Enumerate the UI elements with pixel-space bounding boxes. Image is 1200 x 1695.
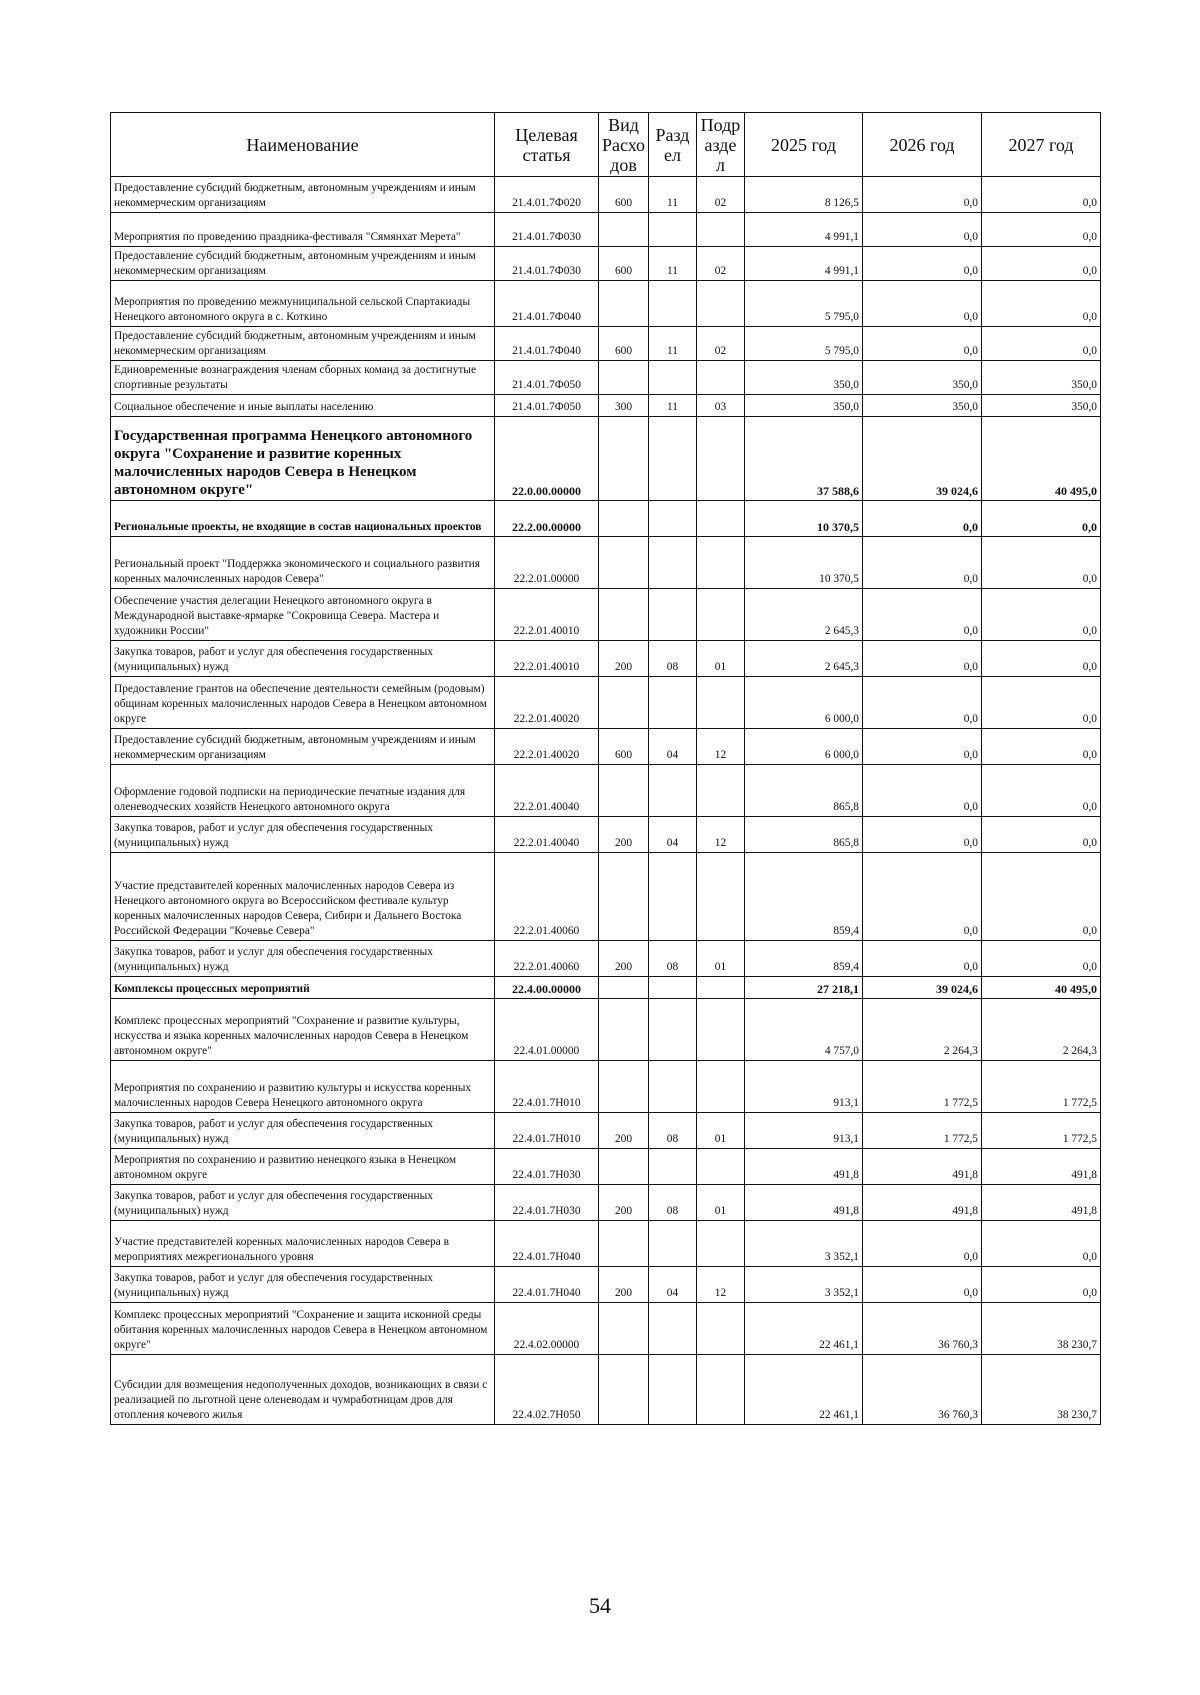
row-section [649,537,697,589]
row-name: Закупка товаров, работ и услуг для обеспечения государственных (муниципальных) нужд [111,1113,495,1149]
row-value-2025: 4 991,1 [745,247,863,281]
row-section [649,501,697,537]
row-subsection: 01 [697,1185,745,1221]
row-value-2027: 38 230,7 [982,1355,1101,1425]
row-target: 21.4.01.7Ф050 [495,395,599,417]
row-subsection: 02 [697,247,745,281]
row-type [599,417,649,501]
row-section [649,1221,697,1267]
row-value-2027: 1 772,5 [982,1113,1101,1149]
row-target: 22.2.01.00000 [495,537,599,589]
row-target: 22.2.01.40060 [495,941,599,977]
row-value-2026: 0,0 [863,501,982,537]
row-target: 22.4.01.7Н040 [495,1267,599,1303]
row-subsection: 01 [697,941,745,977]
row-value-2025: 3 352,1 [745,1267,863,1303]
table-row [111,1355,1101,1425]
row-value-2027: 491,8 [982,1185,1101,1221]
table-row [111,501,1101,537]
row-section [649,1355,697,1425]
row-subsection [697,1303,745,1355]
row-value-2026: 1 772,5 [863,1061,982,1113]
row-subsection [697,977,745,999]
row-name: Комплекс процессных мероприятий "Сохранение и защита исконной среды обитания коренных малочисленных народов Севера в Ненецком автономном округе" [111,1303,495,1355]
row-value-2026: 491,8 [863,1149,982,1185]
row-type [599,1149,649,1185]
row-section [649,281,697,327]
row-type: 600 [599,177,649,213]
row-section [649,589,697,641]
row-name: Предоставление грантов на обеспечение деятельности семейным (родовым) общинам коренных малочисленных народов Севера в Ненецком автономном округе [111,677,495,729]
row-value-2027: 0,0 [982,677,1101,729]
row-section: 08 [649,1185,697,1221]
table-row [111,247,1101,281]
row-value-2025: 2 645,3 [745,589,863,641]
row-section: 04 [649,729,697,765]
row-target: 21.4.01.7Ф030 [495,213,599,247]
row-target: 21.4.01.7Ф040 [495,281,599,327]
row-name: Закупка товаров, работ и услуг для обеспечения государственных (муниципальных) нужд [111,1185,495,1221]
row-value-2026: 350,0 [863,361,982,395]
row-subsection: 02 [697,327,745,361]
row-value-2027: 0,0 [982,589,1101,641]
table-row [111,327,1101,361]
row-name: Оформление годовой подписки на периодические печатные издания для оленеводческих хозяйств Ненецкого автономного округа [111,765,495,817]
row-type: 300 [599,395,649,417]
row-type [599,213,649,247]
row-section: 08 [649,641,697,677]
row-subsection [697,501,745,537]
row-value-2027: 0,0 [982,537,1101,589]
table-row [111,765,1101,817]
table-row [111,177,1101,213]
row-target: 22.4.01.7Н010 [495,1061,599,1113]
row-target: 21.4.01.7Ф020 [495,177,599,213]
table-row [111,1061,1101,1113]
row-target: 22.4.00.00000 [495,977,599,999]
row-subsection [697,589,745,641]
table-row [111,213,1101,247]
row-section: 04 [649,1267,697,1303]
row-subsection [697,361,745,395]
row-section: 11 [649,177,697,213]
row-target: 22.4.01.7Н010 [495,1113,599,1149]
table-row [111,1221,1101,1267]
row-value-2026: 36 760,3 [863,1355,982,1425]
row-name: Мероприятия по сохранению и развитию ненецкого языка в Ненецком автономном округе [111,1149,495,1185]
row-name: Региональные проекты, не входящие в состав национальных проектов [111,501,495,537]
col-header-subsection: Подр азде л [697,113,745,177]
row-value-2025: 22 461,1 [745,1355,863,1425]
row-value-2026: 0,0 [863,817,982,853]
row-subsection [697,677,745,729]
row-value-2026: 0,0 [863,853,982,941]
row-value-2027: 0,0 [982,941,1101,977]
row-value-2025: 5 795,0 [745,327,863,361]
row-section [649,977,697,999]
table-row [111,999,1101,1061]
row-name: Закупка товаров, работ и услуг для обеспечения государственных (муниципальных) нужд [111,941,495,977]
row-section [649,1149,697,1185]
row-type: 200 [599,1267,649,1303]
row-subsection [697,765,745,817]
table-row [111,1185,1101,1221]
col-header-2025: 2025 год [745,113,863,177]
row-value-2025: 8 126,5 [745,177,863,213]
row-name: Комплексы процессных мероприятий [111,977,495,999]
row-value-2025: 10 370,5 [745,537,863,589]
table-row [111,417,1101,501]
col-header-name: Наименование [111,113,495,177]
row-value-2027: 0,0 [982,501,1101,537]
row-name: Единовременные вознаграждения членам сборных команд за достигнутые спортивные результаты [111,361,495,395]
row-type [599,1061,649,1113]
row-value-2027: 491,8 [982,1149,1101,1185]
row-type: 200 [599,817,649,853]
row-section [649,1061,697,1113]
table-row [111,361,1101,395]
row-value-2025: 4 757,0 [745,999,863,1061]
row-type [599,501,649,537]
row-value-2027: 0,0 [982,1221,1101,1267]
table-row [111,1113,1101,1149]
row-value-2025: 10 370,5 [745,501,863,537]
row-type [599,1303,649,1355]
row-type [599,537,649,589]
row-type [599,765,649,817]
row-target: 22.2.01.40040 [495,765,599,817]
row-value-2025: 22 461,1 [745,1303,863,1355]
row-type [599,677,649,729]
row-value-2026: 0,0 [863,677,982,729]
row-value-2026: 0,0 [863,213,982,247]
row-section [649,677,697,729]
row-subsection: 01 [697,1113,745,1149]
table-row [111,1267,1101,1303]
row-value-2026: 0,0 [863,589,982,641]
row-value-2025: 37 588,6 [745,417,863,501]
row-target: 22.4.02.00000 [495,1303,599,1355]
row-subsection: 12 [697,817,745,853]
row-value-2027: 0,0 [982,817,1101,853]
row-section [649,853,697,941]
row-target: 22.2.01.40020 [495,677,599,729]
row-value-2025: 859,4 [745,853,863,941]
row-target: 22.4.01.00000 [495,999,599,1061]
table-row [111,977,1101,999]
table-body [111,177,1101,1425]
row-subsection [697,537,745,589]
row-subsection [697,213,745,247]
row-section: 11 [649,395,697,417]
row-value-2027: 0,0 [982,247,1101,281]
row-value-2025: 6 000,0 [745,677,863,729]
row-target: 22.4.01.7Н030 [495,1185,599,1221]
table-row [111,589,1101,641]
row-name: Обеспечение участия делегации Ненецкого автономного округа в Международной выставке-ярмарке "Сокровища Севера. Мастера и художники России" [111,589,495,641]
row-value-2027: 40 495,0 [982,417,1101,501]
row-section [649,417,697,501]
row-value-2026: 0,0 [863,941,982,977]
row-subsection [697,1061,745,1113]
row-value-2027: 0,0 [982,213,1101,247]
row-value-2026: 0,0 [863,641,982,677]
table-row [111,817,1101,853]
row-value-2027: 0,0 [982,765,1101,817]
row-name: Предоставление субсидий бюджетным, автономным учреждениям и иным некоммерческим организациям [111,247,495,281]
row-section [649,999,697,1061]
row-value-2026: 0,0 [863,1267,982,1303]
row-subsection [697,1221,745,1267]
row-target: 22.4.01.7Н030 [495,1149,599,1185]
row-subsection [697,281,745,327]
row-subsection [697,417,745,501]
table-row [111,537,1101,589]
row-target: 22.2.01.40060 [495,853,599,941]
row-value-2026: 2 264,3 [863,999,982,1061]
row-value-2027: 40 495,0 [982,977,1101,999]
row-name: Предоставление субсидий бюджетным, автономным учреждениям и иным некоммерческим организациям [111,327,495,361]
row-value-2026: 0,0 [863,247,982,281]
table-row [111,1303,1101,1355]
table-row [111,853,1101,941]
row-value-2027: 0,0 [982,281,1101,327]
row-target: 22.2.01.40010 [495,641,599,677]
row-value-2025: 350,0 [745,395,863,417]
row-target: 22.4.01.7Н040 [495,1221,599,1267]
row-name: Участие представителей коренных малочисленных народов Севера в мероприятиях межрегионального уровня [111,1221,495,1267]
row-value-2025: 913,1 [745,1113,863,1149]
budget-sheet [110,112,1100,1425]
row-value-2027: 1 772,5 [982,1061,1101,1113]
row-value-2027: 0,0 [982,853,1101,941]
row-value-2025: 865,8 [745,765,863,817]
table-row [111,941,1101,977]
row-value-2025: 859,4 [745,941,863,977]
table-row [111,677,1101,729]
row-type: 200 [599,1185,649,1221]
row-section [649,361,697,395]
row-subsection: 02 [697,177,745,213]
row-target: 21.4.01.7Ф030 [495,247,599,281]
row-section [649,1303,697,1355]
row-value-2025: 865,8 [745,817,863,853]
table-row [111,641,1101,677]
row-target: 22.4.02.7Н050 [495,1355,599,1425]
col-header-2026: 2026 год [863,113,982,177]
row-value-2026: 0,0 [863,1221,982,1267]
row-value-2025: 4 991,1 [745,213,863,247]
row-name: Государственная программа Ненецкого автономного округа "Сохранение и развитие коренных малочисленных народов Севера в Ненецком автономном округе" [111,417,495,501]
row-type [599,999,649,1061]
row-target: 21.4.01.7Ф040 [495,327,599,361]
row-value-2026: 0,0 [863,177,982,213]
row-section: 08 [649,941,697,977]
row-section [649,213,697,247]
row-value-2027: 0,0 [982,1267,1101,1303]
row-subsection: 01 [697,641,745,677]
col-header-target: Целевая статья [495,113,599,177]
row-value-2026: 350,0 [863,395,982,417]
budget-table [110,112,1101,1425]
row-value-2025: 491,8 [745,1149,863,1185]
row-value-2027: 350,0 [982,395,1101,417]
row-name: Мероприятия по проведению межмуниципальной сельской Спартакиады Ненецкого автономного округа в с. Коткино [111,281,495,327]
page-number: 54 [589,1593,611,1618]
row-value-2025: 491,8 [745,1185,863,1221]
row-value-2026: 491,8 [863,1185,982,1221]
row-name: Социальное обеспечение и иные выплаты населению [111,395,495,417]
row-type [599,361,649,395]
row-value-2026: 0,0 [863,765,982,817]
row-type [599,977,649,999]
row-name: Мероприятия по сохранению и развитию культуры и искусства коренных малочисленных народов Севера Ненецкого автономного округа [111,1061,495,1113]
row-target: 22.0.00.00000 [495,417,599,501]
row-type: 200 [599,1113,649,1149]
row-section: 11 [649,247,697,281]
row-target: 22.2.01.40040 [495,817,599,853]
row-target: 22.2.00.00000 [495,501,599,537]
col-header-section: Разд ел [649,113,697,177]
row-name: Закупка товаров, работ и услуг для обеспечения государственных (муниципальных) нужд [111,1267,495,1303]
row-value-2026: 36 760,3 [863,1303,982,1355]
row-value-2025: 5 795,0 [745,281,863,327]
row-type: 600 [599,729,649,765]
row-value-2025: 2 645,3 [745,641,863,677]
row-name: Участие представителей коренных малочисленных народов Севера из Ненецкого автономного округа во Всероссийском фестивале культур коренных малочисленных народов Севера, Сибири и Дальнего Востока Российской Федерации "Кочевье Севера" [111,853,495,941]
row-subsection: 03 [697,395,745,417]
row-name: Субсидии для возмещения недополученных доходов, возникающих в связи с реализацией по льготной цене оленеводам и чумработницам дров для отопления кочевого жилья [111,1355,495,1425]
row-subsection [697,1355,745,1425]
row-type [599,589,649,641]
row-target: 21.4.01.7Ф050 [495,361,599,395]
row-section: 04 [649,817,697,853]
row-target: 22.2.01.40010 [495,589,599,641]
row-name: Закупка товаров, работ и услуг для обеспечения государственных (муниципальных) нужд [111,817,495,853]
table-row [111,1149,1101,1185]
row-subsection [697,853,745,941]
row-section: 11 [649,327,697,361]
row-subsection [697,999,745,1061]
row-value-2026: 1 772,5 [863,1113,982,1149]
row-value-2025: 27 218,1 [745,977,863,999]
row-value-2027: 38 230,7 [982,1303,1101,1355]
row-value-2027: 0,0 [982,641,1101,677]
row-type [599,1355,649,1425]
row-value-2027: 2 264,3 [982,999,1101,1061]
row-target: 22.2.01.40020 [495,729,599,765]
row-value-2026: 0,0 [863,537,982,589]
row-type [599,853,649,941]
row-value-2025: 913,1 [745,1061,863,1113]
row-name: Закупка товаров, работ и услуг для обеспечения государственных (муниципальных) нужд [111,641,495,677]
col-header-type: Вид Расхо дов [599,113,649,177]
table-row [111,281,1101,327]
row-value-2025: 350,0 [745,361,863,395]
row-value-2025: 6 000,0 [745,729,863,765]
table-row [111,395,1101,417]
row-value-2026: 0,0 [863,327,982,361]
row-value-2027: 350,0 [982,361,1101,395]
row-name: Предоставление субсидий бюджетным, автономным учреждениям и иным некоммерческим организациям [111,729,495,765]
row-value-2027: 0,0 [982,327,1101,361]
row-value-2026: 0,0 [863,281,982,327]
row-name: Предоставление субсидий бюджетным, автономным учреждениям и иным некоммерческим организациям [111,177,495,213]
row-type [599,1221,649,1267]
row-value-2027: 0,0 [982,177,1101,213]
row-type [599,281,649,327]
row-subsection: 12 [697,1267,745,1303]
table-row [111,729,1101,765]
row-name: Мероприятия по проведению праздника-фестиваля "Сямянхат Мерета" [111,213,495,247]
row-value-2025: 3 352,1 [745,1221,863,1267]
row-value-2026: 39 024,6 [863,417,982,501]
row-value-2026: 39 024,6 [863,977,982,999]
row-name: Комплекс процессных мероприятий "Сохранение и развитие культуры, искусства и языка коренных малочисленных народов Севера в Ненецком автономном округе" [111,999,495,1061]
row-value-2026: 0,0 [863,729,982,765]
row-value-2027: 0,0 [982,729,1101,765]
row-section: 08 [649,1113,697,1149]
row-subsection [697,1149,745,1185]
row-type: 200 [599,941,649,977]
row-type: 600 [599,327,649,361]
row-name: Региональный проект "Поддержка экономического и социального развития коренных малочисленных народов Севера" [111,537,495,589]
row-type: 200 [599,641,649,677]
row-type: 600 [599,247,649,281]
col-header-2027: 2027 год [982,113,1101,177]
row-section [649,765,697,817]
header-row [111,113,1101,177]
row-subsection: 12 [697,729,745,765]
